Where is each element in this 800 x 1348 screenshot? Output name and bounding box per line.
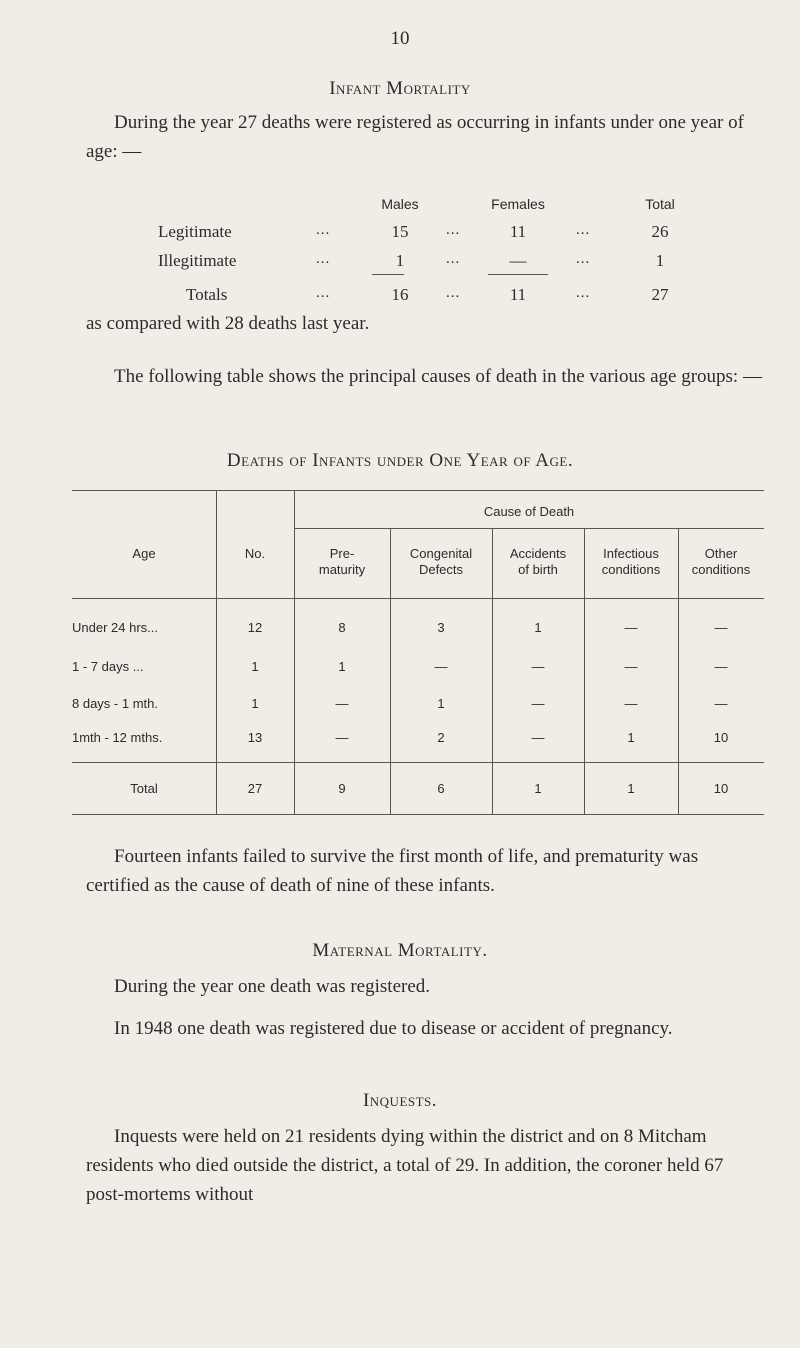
row-age: 1 - 7 days ... bbox=[72, 659, 144, 674]
infant-mortality-heading: Infant Mortality bbox=[329, 78, 471, 99]
cause-rule bbox=[294, 528, 764, 529]
total-label: Total bbox=[130, 781, 158, 796]
row-cell: — bbox=[531, 696, 545, 711]
col-divider bbox=[294, 490, 295, 814]
table-bottom-rule bbox=[72, 814, 764, 815]
summary-row-label: Legitimate bbox=[158, 222, 232, 241]
summary-cell: 27 bbox=[651, 285, 669, 304]
inquests-heading: Inquests. bbox=[362, 1090, 438, 1111]
header-infectious: Infectious conditions bbox=[601, 546, 661, 577]
dot-leader: ... bbox=[316, 285, 331, 301]
total-rule bbox=[72, 762, 764, 763]
total-cell: 10 bbox=[713, 781, 729, 796]
maternal-mortality-heading: Maternal Mortality. bbox=[312, 940, 488, 961]
row-cell: — bbox=[624, 696, 638, 711]
row-cell: 1 bbox=[437, 696, 445, 711]
total-cell: 27 bbox=[247, 781, 263, 796]
header-cause: Cause of Death bbox=[483, 504, 575, 519]
row-cell: — bbox=[624, 659, 638, 674]
table-title: Deaths of Infants under One Year of Age. bbox=[226, 450, 574, 471]
row-cell: — bbox=[531, 659, 545, 674]
row-cell: 3 bbox=[437, 620, 445, 635]
row-cell: 10 bbox=[713, 730, 729, 745]
row-cell: 1 bbox=[627, 730, 635, 745]
row-cell: 2 bbox=[437, 730, 445, 745]
row-cell: 1 bbox=[338, 659, 346, 674]
col-divider bbox=[216, 490, 217, 814]
following-paragraph: The following table shows the principal causes of death in the various age groups: — bbox=[114, 366, 762, 387]
header-other: Other conditions bbox=[691, 546, 751, 577]
row-cell: — bbox=[714, 620, 728, 635]
total-cell: 1 bbox=[534, 781, 542, 796]
header-no: No. bbox=[244, 546, 266, 561]
inquests-paragraph: Inquests were held on 21 residents dying within the district and on 8 Mitcham residents who died outside the district, a total of 29. In addition, the coroner held 67 post-mortems without bbox=[86, 1126, 724, 1205]
summary-cell: — bbox=[509, 251, 527, 270]
dot-leader: ... bbox=[576, 251, 591, 267]
header-age: Age bbox=[132, 546, 156, 561]
total-cell: 1 bbox=[627, 781, 635, 796]
summary-row-label: Illegitimate bbox=[158, 251, 237, 270]
row-age: 1mth - 12 mths. bbox=[72, 730, 163, 745]
row-cell: — bbox=[714, 696, 728, 711]
summary-cell: 1 bbox=[395, 251, 405, 270]
dot-leader: ... bbox=[446, 285, 461, 301]
summary-cell: 26 bbox=[651, 222, 669, 241]
maternal-paragraph-2: In 1948 one death was registered due to disease or accident of pregnancy. bbox=[114, 1018, 673, 1039]
page-number: 10 bbox=[390, 28, 410, 49]
table-top-rule bbox=[72, 490, 764, 491]
compared-text: as compared with 28 deaths last year. bbox=[86, 313, 370, 334]
row-cell: — bbox=[335, 730, 349, 745]
header-congenital: Congenital Defects bbox=[409, 546, 473, 577]
total-cell: 9 bbox=[338, 781, 346, 796]
sum-rule bbox=[488, 274, 548, 275]
maternal-paragraph-1: During the year one death was registered. bbox=[114, 976, 431, 997]
row-age: 8 days - 1 mth. bbox=[72, 696, 158, 711]
header-rule bbox=[72, 598, 764, 599]
row-age: Under 24 hrs... bbox=[72, 620, 158, 635]
row-cell: 1 bbox=[251, 659, 259, 674]
dot-leader: ... bbox=[576, 222, 591, 238]
row-cell: 8 bbox=[338, 620, 346, 635]
summary-cell: 16 bbox=[391, 285, 409, 304]
summary-cell: 11 bbox=[509, 285, 527, 304]
row-cell: 12 bbox=[247, 620, 263, 635]
summary-cell: 11 bbox=[509, 222, 527, 241]
summary-cell: 15 bbox=[391, 222, 409, 241]
summary-col-total: Total bbox=[645, 196, 675, 212]
dot-leader: ... bbox=[316, 251, 331, 267]
deaths-table bbox=[72, 490, 764, 820]
row-cell: — bbox=[714, 659, 728, 674]
dot-leader: ... bbox=[446, 222, 461, 238]
total-cell: 6 bbox=[437, 781, 445, 796]
intro-paragraph: During the year 27 deaths were registered as occurring in infants under one year of age: — bbox=[86, 112, 744, 162]
summary-col-males: Males bbox=[381, 196, 419, 212]
sum-rule bbox=[372, 274, 404, 275]
dot-leader: ... bbox=[576, 285, 591, 301]
header-accidents: Accidents of birth bbox=[509, 546, 567, 577]
row-cell: — bbox=[434, 659, 448, 674]
dot-leader: ... bbox=[446, 251, 461, 267]
summary-row-label: Totals bbox=[186, 285, 228, 304]
row-cell: 13 bbox=[247, 730, 263, 745]
row-cell: — bbox=[624, 620, 638, 635]
row-cell: — bbox=[531, 730, 545, 745]
row-cell: — bbox=[335, 696, 349, 711]
row-cell: 1 bbox=[251, 696, 259, 711]
fourteen-paragraph: Fourteen infants failed to survive the first month of life, and prematurity was certified as the cause of death of nine of these infants. bbox=[86, 846, 699, 896]
summary-cell: 1 bbox=[655, 251, 665, 270]
row-cell: 1 bbox=[534, 620, 542, 635]
header-prematurity: Pre- maturity bbox=[318, 546, 366, 577]
summary-col-females: Females bbox=[491, 196, 545, 212]
dot-leader: ... bbox=[316, 222, 331, 238]
